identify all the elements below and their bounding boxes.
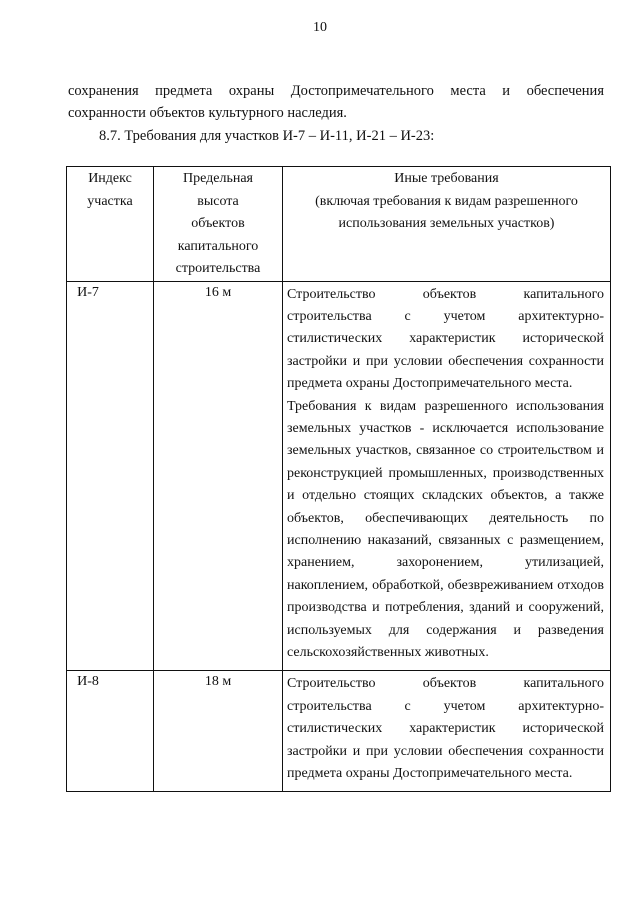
header-other-line: использования земельных участков): [338, 216, 555, 231]
row-index: [67, 281, 154, 671]
intro-line-2: сохранности объектов культурного наследия.: [68, 105, 347, 121]
header-index-line: участка: [87, 193, 133, 209]
intro-text: [68, 80, 604, 147]
row-height: 16 м: [154, 281, 283, 671]
row-requirements: [283, 281, 611, 671]
header-height: [154, 167, 283, 282]
table-row: [67, 671, 611, 792]
table-row: [67, 281, 611, 671]
header-height-line: высота: [197, 193, 239, 209]
header-other-line: (включая требования к видам разрешенного: [315, 193, 578, 209]
requirement-paragraph: Строительство объектов капитального строительства с учетом архитектурно-стилистических характеристик исторической застройки и при условии обеспечения сохранности предмета охраны Достопримечательного места.: [287, 676, 604, 782]
header-other-line: Иные требования: [394, 171, 499, 186]
row-height: 18 м: [154, 671, 283, 792]
section-heading: 8.7. Требования для участков И-7 – И-11, И-21 – И-23:: [99, 128, 435, 144]
header-height-line: Предельная: [183, 171, 253, 186]
row-requirements: [283, 671, 611, 792]
header-height-line: капитального: [177, 238, 259, 254]
table-header-row: [67, 167, 611, 282]
requirement-paragraph: Требования к видам разрешенного использования земельных участков - исключается использование земельных участков, связанное со строительством и реконструкцией промышленных, производственных и отдельно стоящих складских объектов, а также объектов, обеспечивающих деятельность по исполнению наказаний, связанных с размещением, хранением, захоронением, утилизацией, накоплением, обработкой, обезвреживанием отходов производства и потребления, зданий и сооружений, используемых для содержания и разведения сельскохозяйственных животных.: [287, 398, 604, 660]
requirement-paragraph: Строительство объектов капитального строительства с учетом архитектурно-стилистических характеристик исторической застройки и при условии обеспечения сохранности предмета охраны Достопримечательного места.: [287, 286, 604, 392]
header-other-requirements: [283, 167, 611, 282]
requirements-table: [66, 166, 611, 792]
row-index-text: И-7: [77, 284, 99, 300]
row-index-text: И-8: [77, 674, 99, 690]
page-number: 10: [313, 20, 327, 35]
intro-line-1: сохранения предмета охраны Достопримечательного места и обеспечения: [68, 83, 604, 99]
header-height-line: объектов: [191, 216, 245, 231]
header-height-line: строительства: [175, 261, 261, 276]
header-index-line: Индекс: [88, 171, 132, 186]
header-index: [67, 167, 154, 282]
row-index: [67, 671, 154, 792]
